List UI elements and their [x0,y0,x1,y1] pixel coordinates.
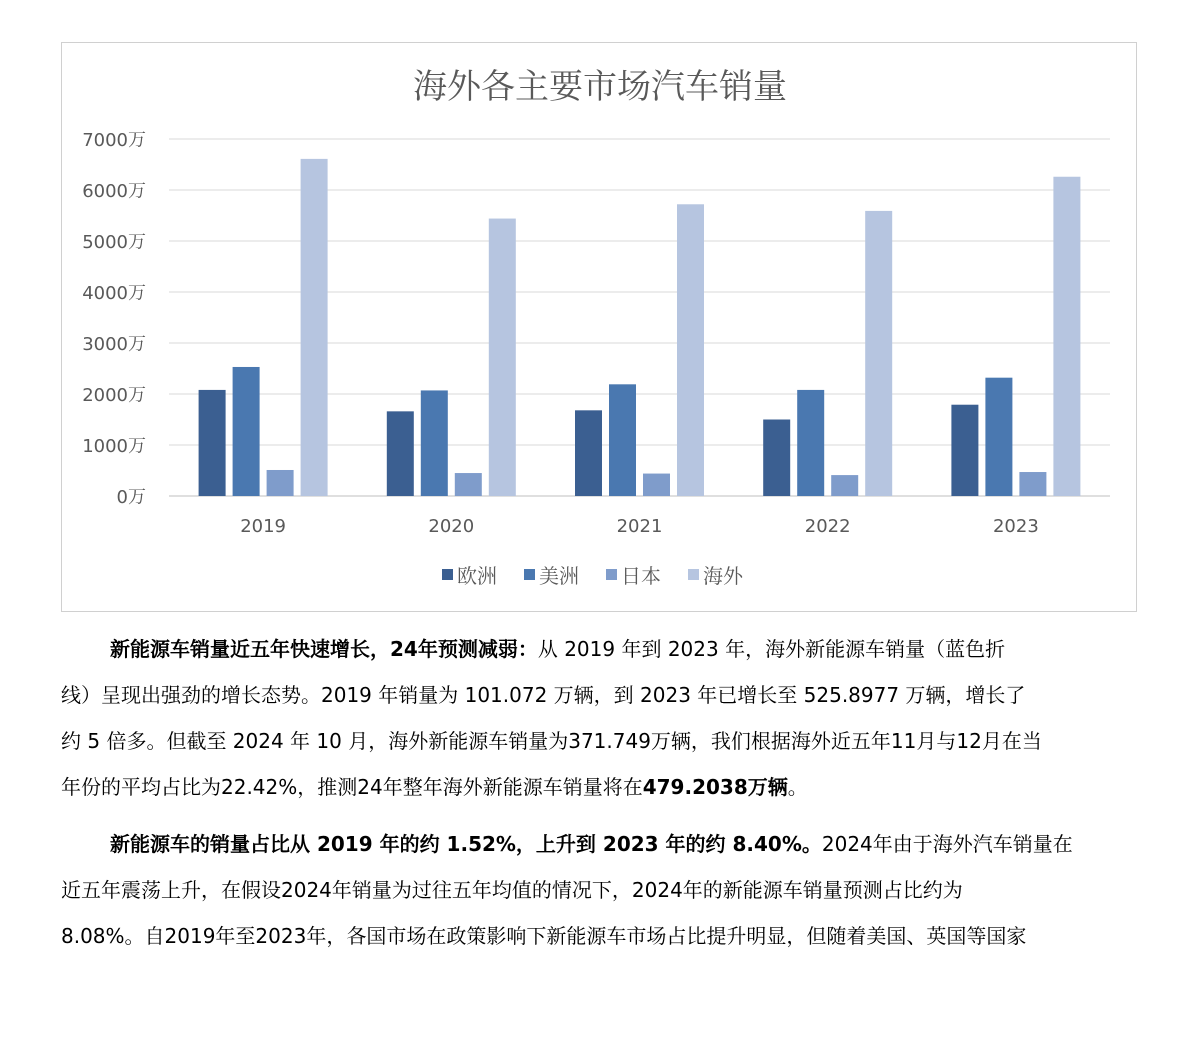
legend-label: 欧洲 [457,564,497,588]
paragraph-1-line-4: 年份的平均占比为22.42%，推测24年整年海外新能源车销量将在 [61,775,643,799]
legend-swatch [442,569,453,580]
y-tick-label: 2000万 [82,385,146,406]
legend-swatch [688,569,699,580]
paragraph-2-line-1: 2024年由于海外汽车销量在 [821,832,1073,856]
bar-2022-海外 [865,211,892,496]
paragraph-2-line-3: 8.08%。自2019年至2023年，各国市场在政策影响下新能源车市场占比提升明显，但随着美国、英国等国家 [61,924,1027,948]
bar-2021-欧洲 [575,410,602,496]
bar-2019-欧洲 [199,390,226,496]
paragraph-1 [61,626,1141,810]
bar-2021-海外 [677,204,704,496]
bar-2023-美洲 [985,378,1012,496]
chart-title: 海外各主要市场汽车销量 [413,67,787,107]
bar-2023-欧洲 [951,405,978,496]
x-tick-label: 2019 [240,516,287,537]
paragraph-1-heading: 新能源车销量近五年快速增长，24年预测减弱： [110,637,538,661]
paragraph-2 [61,821,1141,959]
legend-label: 美洲 [539,564,579,588]
x-tick-label: 2021 [616,516,663,537]
bar-2021-日本 [643,474,670,496]
paragraph-1-line-3: 约 5 倍多。但截至 2024 年 10 月，海外新能源车销量为371.749万辆，我们根据海外近五年11月与12月在当 [61,729,1042,753]
y-tick-label: 3000万 [82,334,146,355]
y-tick-label: 0万 [116,487,146,508]
x-tick-label: 2020 [428,516,475,537]
bar-2020-日本 [455,473,482,496]
legend-swatch [524,569,535,580]
paragraph-1-line-1: 从 2019 年到 2023 年，海外新能源车销量（蓝色折 [537,637,1006,661]
bar-2023-海外 [1053,177,1080,496]
bar-2020-美洲 [421,390,448,496]
x-axis-ticks [240,516,1039,537]
bar-2019-海外 [301,159,328,496]
bar-2022-美洲 [797,390,824,496]
x-tick-label: 2022 [804,516,851,537]
bar-2020-海外 [489,219,516,496]
bar-2019-美洲 [233,367,260,496]
legend [442,564,744,588]
bar-2020-欧洲 [387,411,414,496]
bar-2022-日本 [831,475,858,496]
bar-2021-美洲 [609,384,636,496]
y-tick-label: 1000万 [82,436,146,457]
legend-swatch [606,569,617,580]
paragraph-1-forecast: 479.2038万辆 [642,775,788,799]
paragraph-1-line-2: 线）呈现出强劲的增长态势。2019 年销量为 101.072 万辆，到 2023 年已增长至 525.8977 万辆，增长了 [61,683,1026,707]
chart-container [61,42,1137,612]
legend-label: 海外 [703,564,743,588]
legend-label: 日本 [621,564,661,588]
y-axis-ticks [82,130,146,508]
paragraph-2-heading: 新能源车的销量占比从 2019 年的约 1.52%，上升到 2023 年的约 8.40%。 [110,832,822,856]
bar-chart [62,43,1138,613]
bar-2023-日本 [1019,472,1046,496]
paragraph-1-end: 。 [787,775,808,799]
y-tick-label: 5000万 [82,232,146,253]
paragraph-2-line-2: 近五年震荡上升，在假设2024年销量为过往五年均值的情况下，2024年的新能源车销量预测占比约为 [61,878,963,902]
y-tick-label: 6000万 [82,181,146,202]
bar-2019-日本 [267,470,294,496]
bar-2022-欧洲 [763,420,790,497]
y-tick-label: 4000万 [82,283,146,304]
y-tick-label: 7000万 [82,130,146,151]
x-tick-label: 2023 [992,516,1039,537]
